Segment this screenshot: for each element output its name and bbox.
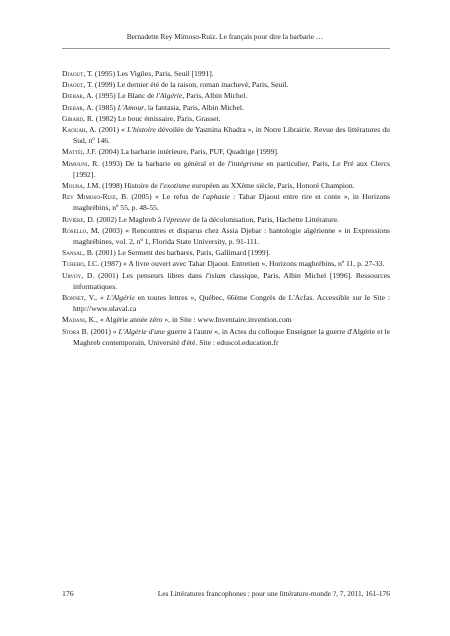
reference-italic: l'épreuve xyxy=(163,214,191,224)
reference-author: Moura, J.M. xyxy=(62,181,101,191)
reference-author: Djebar, A. xyxy=(62,91,94,101)
reference-text: (2001) Les penseurs libres dans xyxy=(94,270,206,280)
reference-author: Djebar, A. xyxy=(62,102,94,112)
reference-author: Tcheho, I.C. xyxy=(62,259,100,269)
reference-text: (2005) « Le refus de xyxy=(128,192,203,202)
reference-entry xyxy=(62,270,390,292)
page-number: 176 xyxy=(62,589,74,598)
reference-text: , Paris, Albin Michel. xyxy=(182,91,248,101)
reference-text: , « Algérie année zéro », in Site : www.Inventaire.invention.com xyxy=(96,315,292,325)
header-rule xyxy=(62,48,390,49)
reference-author: Mattéi, J.F. xyxy=(62,147,97,157)
reference-italic: l'islam xyxy=(205,270,226,280)
reference-entry xyxy=(62,68,390,79)
reference-author: Djaout, T. xyxy=(62,69,93,78)
reference-entry xyxy=(62,146,390,157)
reference-text: (2001) Le Serment des barbares, Paris, Gallimard [1999]. xyxy=(93,248,271,258)
reference-entry xyxy=(62,180,390,191)
reference-text: (2002) Le Maghreb à xyxy=(94,214,164,224)
reference-italic: L'Algérie xyxy=(106,293,135,303)
reference-text: de la décolonisation, Paris, Hachette Littérature. xyxy=(190,214,339,224)
reference-entry xyxy=(62,225,390,247)
reference-entry xyxy=(62,113,390,124)
reference-italic: L'Amour xyxy=(117,102,145,112)
reference-text: (2001) « xyxy=(96,125,128,135)
reference-author: Sansal, B. xyxy=(62,248,94,258)
reference-text: : Tahar Djaout entre rire et conte », in Horizons maghrébins, nº 55, p. 48-55. xyxy=(73,192,390,213)
reference-entry xyxy=(62,158,390,180)
reference-text: (2003) « Rencontres et disparus chez Assia Djebar : hantologie algérienne » in Expressions maghrébines, vol. 2, nº 1, Florida State University, p. 91-111. xyxy=(73,225,390,247)
reference-entry xyxy=(62,102,390,113)
running-header: Bernadette Rey Mimoso-Ruiz. Le français pour dire la barbarie … xyxy=(126,32,324,41)
reference-italic: l'aphasie xyxy=(202,192,230,202)
reference-entry xyxy=(62,90,390,101)
reference-text: guerre à l'autre », in Actes du colloque Enseigner la guerre d'Algérie et le Maghreb contemporain, Université d'été. Site : eduscol.education.fr xyxy=(73,326,391,347)
reference-author: Rey Mimoso-Ruiz, B. xyxy=(62,192,129,202)
reference-text: (2004) La barbarie intérieure, Paris, PUF, Quadrige [1999]. xyxy=(96,147,279,157)
reference-author: Rivière, D. xyxy=(62,214,95,224)
reference-author: Kaouah, A. xyxy=(62,125,97,135)
reference-author: Rosello, M. xyxy=(62,225,100,235)
reference-italic: l'intégrisme xyxy=(227,158,264,168)
reference-text: classique, Paris, Albin Michel [1996]. Ressources informatiques. xyxy=(73,270,391,291)
reference-text: (2001) « xyxy=(88,326,119,336)
reference-text: (1993) De la barbarie en général et de xyxy=(99,158,228,168)
journal-citation: Les Littératures francophones : pour une littérature-monde ?, 7, 2011, 161-176 xyxy=(157,589,390,598)
reference-text: (1982) Le bouc émissaire, Paris, Grasset. xyxy=(93,113,221,123)
reference-entry xyxy=(62,292,390,314)
reference-italic: l'Algérie xyxy=(156,91,183,101)
reference-italic: l'exotisme xyxy=(159,181,191,191)
reference-list xyxy=(62,68,390,348)
reference-text: (1995) Les Vigiles, Paris, Seuil [1991]. xyxy=(92,69,214,78)
reference-text: (1987) « A livre ouvert avec Tahar Djaout. Entretien », Horizons maghrébins, nº 11, p. 27-33. xyxy=(99,259,385,269)
reference-text: en particulier, Paris, Le Pré aux Clercs [1992]. xyxy=(73,158,390,179)
reference-author: Mimouni, R. xyxy=(62,158,100,168)
reference-author: Girard, R. xyxy=(62,113,94,123)
reference-text: , la fantasia, Paris, Albin Michel. xyxy=(144,102,244,112)
reference-author: Urvoy, D. xyxy=(62,270,95,280)
reference-text: (1999) Le dernier été de la raison, roman inachevé, Paris, Seuil. xyxy=(92,80,289,90)
reference-entry xyxy=(62,191,390,213)
reference-entry xyxy=(62,247,390,258)
reference-entry xyxy=(62,79,390,90)
reference-author: Stora B. xyxy=(62,326,89,336)
reference-text: dévoilée de Yasmina Khadra », in Notre Librairie. Revue des littératures du Sud, nº 146. xyxy=(73,125,390,146)
reference-text: (1998) Histoire de xyxy=(100,181,160,191)
reference-text: européen au XXème siècle, Paris, Honoré Champion. xyxy=(190,181,355,191)
reference-text: (1985) xyxy=(93,102,118,112)
reference-entry xyxy=(62,258,390,269)
reference-text: (1995) Le Blanc de xyxy=(93,91,157,101)
reference-italic: L'Algérie d'une xyxy=(118,326,166,336)
reference-text: en toutes lettres », Québec, 66ème Congrès de L'Acfas. Accessible sur le Site : http://www.ulaval.ca xyxy=(73,293,390,314)
reference-entry xyxy=(62,326,390,348)
reference-author: Djaout, T. xyxy=(62,80,93,90)
reference-entry xyxy=(62,214,390,225)
reference-entry xyxy=(62,314,390,325)
reference-entry xyxy=(62,124,390,146)
reference-author: Bonnet, V. xyxy=(62,293,96,303)
reference-author: Madani, K. xyxy=(62,315,97,325)
reference-italic: L'histoire xyxy=(127,125,156,135)
reference-text: , « xyxy=(95,293,107,303)
